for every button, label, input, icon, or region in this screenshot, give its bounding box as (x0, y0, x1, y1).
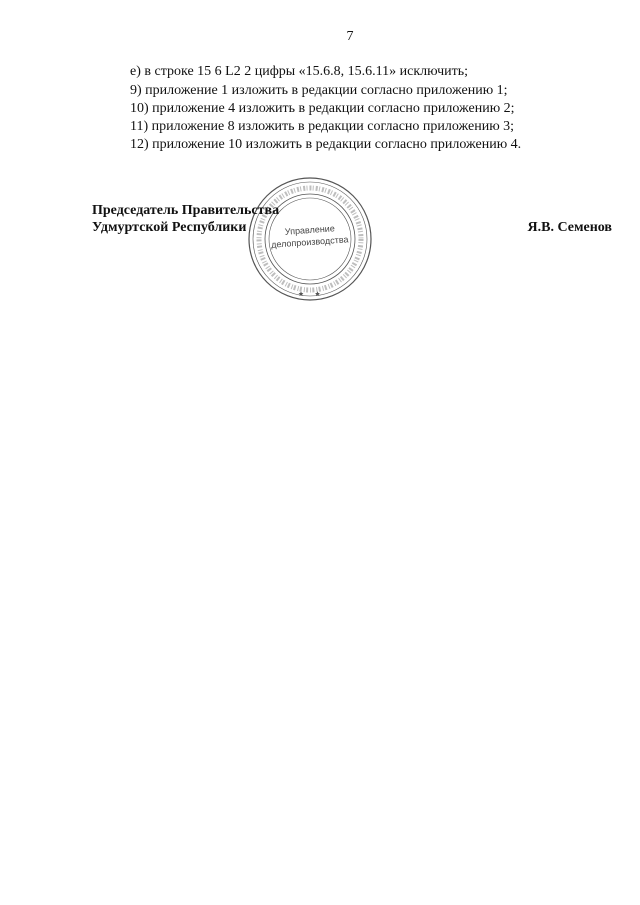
signatory-name: Я.В. Семенов (527, 220, 612, 235)
stamp-text-line-2: делопроизводства (270, 234, 349, 250)
body-line-2: 9) приложение 1 изложить в редакции согласно приложению 1; (130, 83, 508, 98)
stamp-text-line-1: Управление (284, 223, 336, 237)
signature-position-line-1: Председатель Правительства (92, 203, 280, 218)
signature-position-line-2: Удмуртской Республики (92, 220, 247, 235)
body-line-3: 10) приложение 4 изложить в редакции согласно приложению 2; (130, 101, 515, 116)
body-line-1: е) в строке 15 6 L2 2 цифры «15.6.8, 15.6.11» исключить; (130, 64, 468, 79)
official-stamp (246, 177, 374, 302)
page-number: 7 (346, 29, 354, 44)
body-line-5: 12) приложение 10 изложить в редакции согласно приложению 4. (130, 137, 522, 152)
body-line-4: 11) приложение 8 изложить в редакции согласно приложению 3; (130, 119, 515, 134)
